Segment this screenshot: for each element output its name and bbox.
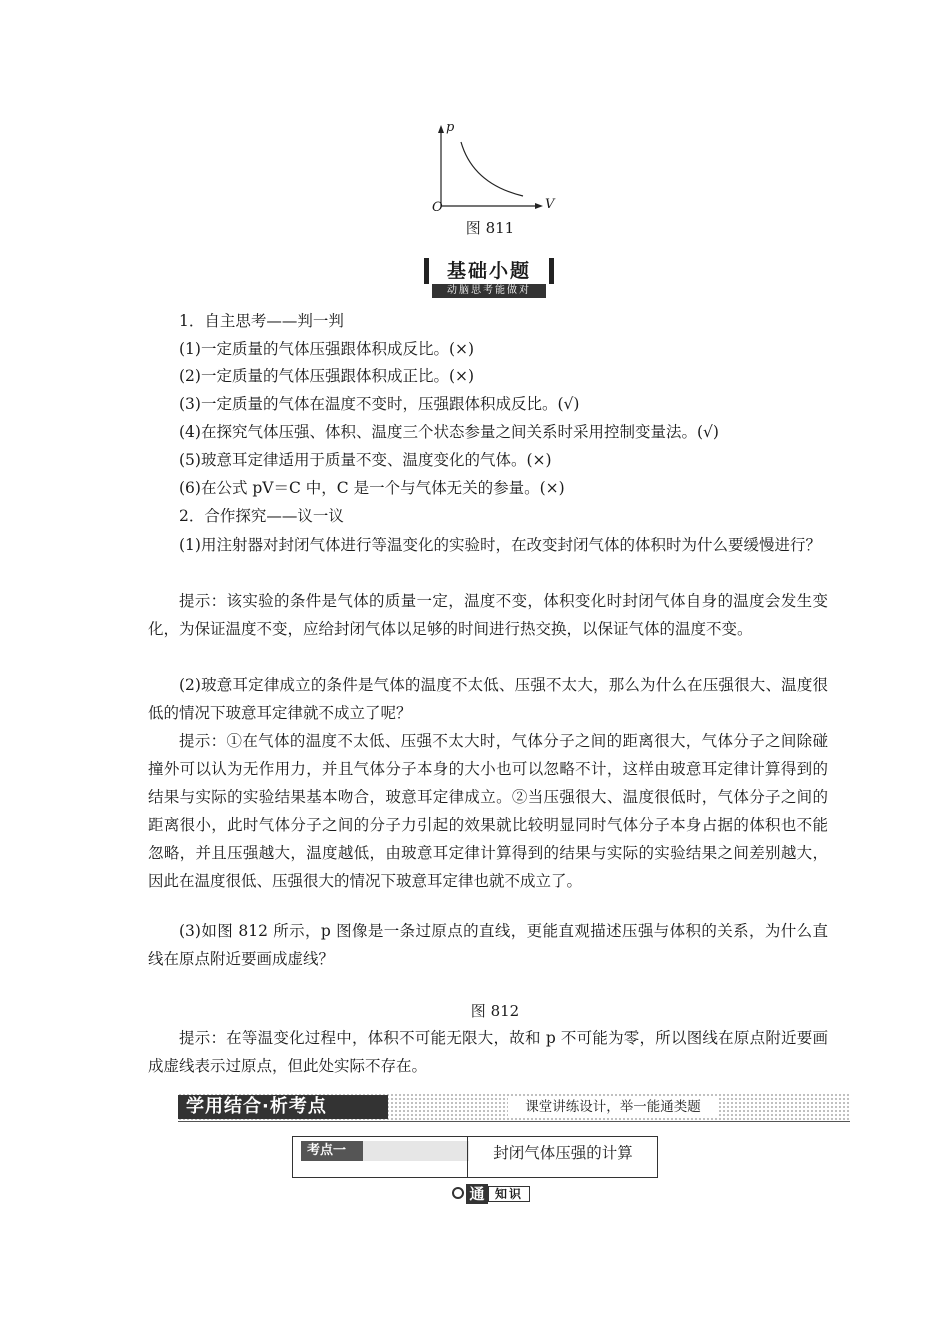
judge-item: (1)一定质量的气体压强跟体积成反比。(×) <box>179 340 475 358</box>
section-badge <box>424 258 554 298</box>
isotherm-curve <box>461 142 523 196</box>
question-heading: 1．自主思考——判一判 <box>179 312 344 330</box>
figure-caption: 图 812 <box>470 1002 520 1020</box>
y-axis-arrow-icon <box>438 125 444 133</box>
hint-paragraph: 提示：①在气体的温度不太低、压强不太大时，气体分子之间的距离很大，气体分子之间除碰撞外可以认为无作用力，并且气体分子本身的大小也可以忽略不计，这样由玻意耳定律计算得到的结果与实际的实验结果基本吻合，玻意耳定律成立。②当压强很大、温度很低时，气体分子之间的距离很小，此时气体分子之间的分子力引起的效果就比较明显同时气体分子本身占据的体积也不能忽略，并且压强越大，温度越低，由玻意耳定律计算得到的结果与实际的实验结果之间差别越大，因此在温度很低、压强很大的情况下玻意耳定律也就不成立了。 <box>148 732 828 890</box>
banner-title: 学用结合·析考点 <box>178 1095 388 1119</box>
section-banner <box>178 1093 850 1122</box>
kaodian-divider <box>467 1137 468 1177</box>
kaodian-box <box>292 1136 658 1178</box>
pin-icon <box>452 1187 464 1199</box>
tongzhishi-main: 通 <box>466 1184 488 1204</box>
origin-label: O <box>432 200 443 215</box>
judge-item: (6)在公式 pV＝C 中，C 是一个与气体无关的参量。(×) <box>179 479 565 497</box>
badge-title: 基础小题 <box>424 258 554 284</box>
y-axis-label: p <box>446 120 455 135</box>
kaodian-title: 封闭气体压强的计算 <box>493 1144 633 1162</box>
discussion-question: (2)玻意耳定律成立的条件是气体的温度不太低、压强不太大，那么为什么在压强很大、温度很低的情况下玻意耳定律就不成立了呢？ <box>148 676 828 722</box>
hint-paragraph: 提示：在等温变化过程中，体积不可能无限大，故和 p 不可能为零，所以图线在原点附近要画成虚线表示过原点，但此处实际不存在。 <box>148 1029 828 1075</box>
discussion-question: (1)用注射器对封闭气体进行等温变化的实验时，在改变封闭气体的体积时为什么要缓慢进行？ <box>179 536 821 554</box>
judge-item: (5)玻意耳定律适用于质量不变、温度变化的气体。(×) <box>179 451 552 469</box>
discussion-question: (3)如图 812 所示，p 图像是一条过原点的直线，更能直观描述压强与体积的关系，为什么直线在原点附近要画成虚线？ <box>148 922 828 968</box>
tongzhishi-rest: 知识 <box>488 1186 530 1202</box>
judge-item: (2)一定质量的气体压强跟体积成正比。(×) <box>179 367 475 385</box>
judge-item: (4)在探究气体压强、体积、温度三个状态参量之间关系时采用控制变量法。(√) <box>179 423 719 441</box>
x-axis-label: V <box>545 197 555 212</box>
judge-item: (3)一定质量的气体在温度不变时，压强跟体积成反比。(√) <box>179 395 580 413</box>
banner-subtitle: 课堂讲练设计，举一能通类题 <box>508 1096 718 1118</box>
hint-paragraph: 提示：该实验的条件是气体的质量一定，温度不变，体积变化时封闭气体自身的温度会发生变化，为保证温度不变，应给封闭气体以足够的时间进行热交换，以保证气体的温度不变。 <box>148 592 828 638</box>
badge-subtitle: 动脑思考能做对 <box>432 284 546 298</box>
kaodian-tag: 考点一 <box>301 1141 363 1161</box>
x-axis-arrow-icon <box>535 203 543 209</box>
question-heading: 2．合作探究——议一议 <box>179 507 344 525</box>
pv-graph <box>425 122 560 217</box>
figure-caption: 图 811 <box>465 219 515 237</box>
